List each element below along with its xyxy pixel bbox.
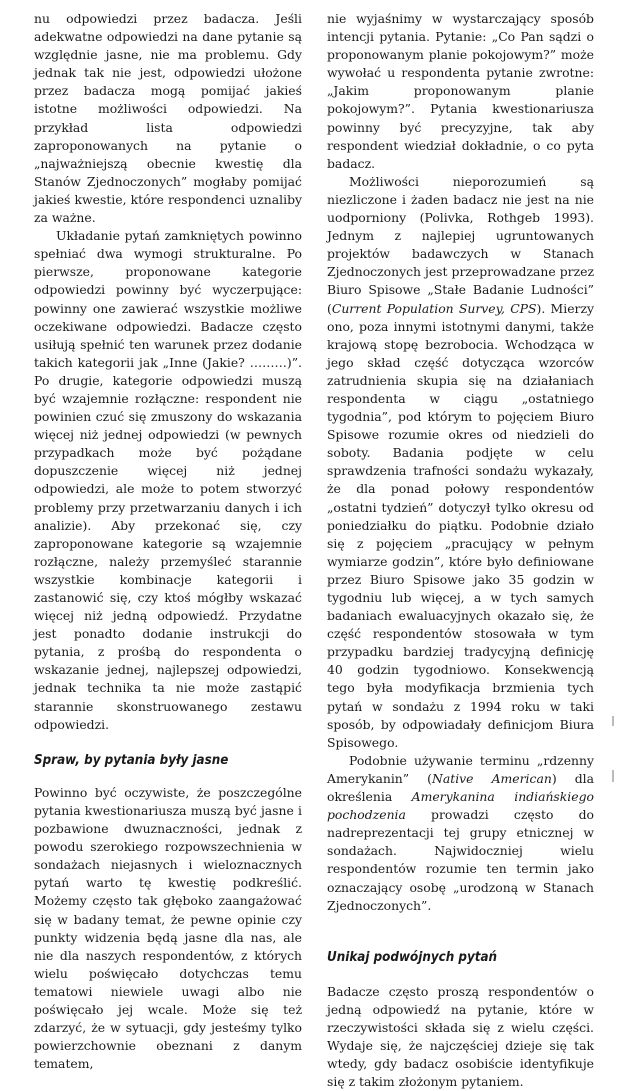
- right-paragraph-2: [327, 173, 594, 752]
- margin-mark: [612, 716, 614, 726]
- left-paragraph-3: Powinno być oczywiste, że poszczególne pytania kwestionariusza muszą być jasne i pozbawione dwuznaczności, jednak z powodu szerokiego rozpowszechnienia w sondażach niejasnych i wieloznacznych pytań warto tę kwestię podkreślić. Możemy często tak głęboko zaangażować się w badany temat, że pewne opinie czy punkty widzenia będą jasne dla nas, ale nie dla naszych respondentów, z których wielu poświęcało dotychczas temu tematowi niewiele uwagi albo nie poświęcało jej wcale. Może się też zdarzyć, że w sytuacji, gdy jesteśmy tylko powierzchownie obeznani z danym tematem,: [34, 784, 302, 1072]
- margin-mark: [612, 770, 614, 782]
- left-column: [34, 10, 302, 1073]
- left-paragraph-2: Układanie pytań zamkniętych powinno spełniać dwa wymogi strukturalne. Po pierwsze, proponowane kategorie odpowiedzi powinny być wyczerpujące: powinny one zawierać wszystkie możliwe oczekiwane odpowiedzi. Badacze często usiłują spełnić ten warunek przez dodanie takich kategorii jak „Inne (Jakie? ………)”. Po drugie, kategorie odpowiedzi muszą być wzajemnie rozłączne: respondent nie powinien czuć się zmuszony do wskazania więcej niż jednej odpowiedzi (w pewnych przypadkach może być pożądane dopuszczenie więcej niż jednej odpowiedzi, ale może to potem stworzyć problemy przy przetwarzaniu danych i ich analizie). Aby przekonać się, czy zaproponowane kategorie są wzajemnie rozłączne, należy przemyśleć starannie wszystkie kombinacje kategorii i zastanowić się, czy ktoś mógłby wskazać więcej niż jedną odpowiedź. Przydatne jest ponadto dodanie instrukcji do pytania, z prośbą do respondenta o wskazanie jednej, najlepszej odpowiedzi, jednak technika ta nie może zastąpić starannie skonstruowanego zestawu odpowiedzi.: [34, 228, 302, 732]
- right-column: [327, 10, 594, 1091]
- right-paragraph-3-b: ) dla określenia: [327, 770, 594, 805]
- right-paragraph-3-c: prowadzi często do nadreprezentacji tej grupy etnicznej w sondażach. Najwidoczniej wielu respondentów rozumie ten termin jako oznaczający osobę „urodzoną w Stanach Zjednoczonych”.: [327, 807, 594, 913]
- indian-origin-term: Amerykanina indiańskiego pochodzenia: [327, 789, 594, 823]
- right-paragraph-1: nie wyjaśnimy w wystarczający sposób intencji pytania. Pytanie: „Co Pan sądzi o proponowanym planie pokojowym?” może wywołać u respondenta pytanie zwrotne: „Jakim proponowanym planie pokojowym?”. Pytania kwestionariusza powinny być precyzyjne, tak aby respondent wiedział dokładnie, o co pyta badacz.: [327, 11, 594, 171]
- right-paragraph-2-text: Możliwości nieporozumień są niezliczone i żaden badacz nie jest na nie uodporniony (Polivka, Rothgeb 1993). Jednym z najlepiej ugruntowanych projektów badawczych w Stanach Zjednoczonych jest przeprowadzane przez Biuro Spisowe „Stałe Badanie Ludności” (: [327, 173, 594, 316]
- right-paragraph-3: [327, 752, 594, 915]
- right-paragraph-4: Badacze często proszą respondentów o jedną odpowiedź na pytanie, które w rzeczywistości składa się z wielu części. Wydaje się, że najczęściej dzieje się tak wtedy, gdy badacz osobiście identyfikuje się z takim złożonym pytaniem.: [327, 983, 594, 1090]
- right-paragraph-3-a: Podobnie używanie terminu „rdzenny Amerykanin” (: [327, 752, 594, 786]
- left-paragraph-1: nu odpowiedzi przez badacza. Jeśli adekwatne odpowiedzi na dane pytanie są względnie jasne, nie ma problemu. Gdy jednak tak nie jest, odpowiedzi ułożone przez badacza mogą pomijać jakieś istotne możliwości odpowiedzi. Na przykład lista odpowiedzi zaproponowanych na pytanie o „najważniejszą obecnie kwestię dla Stanów Zjednoczonych” mogłaby pomijać jakieś kwestie, które respondenci uznaliby za ważne.: [34, 11, 302, 226]
- right-paragraph-2-rest: ). Mierzy ono, poza innymi istotnymi danymi, także krajową stopę bezrobocia. Wchodząca w jego skład część dotycząca wzorców zatrudnienia skupia się na działaniach respondenta w ciągu „ostatniego tygodnia”, pod którym to pojęciem Biuro Spisowe rozumie okres od niedzieli do soboty. Badania podjęte w celu sprawdzenia trafności sondażu wykazały, że dla ponad połowy respondentów „ostatni tydzień” dotyczył tylko okresu od poniedziałku do piątku. Podobnie działo się z pojęciem „pracujący w pełnym wymiarze godzin”, które było definiowane przez Biuro Spisowe jako 35 godzin w tygodniu lub więcej, a w tych samych badaniach ewaluacyjnych okazało się, że część respondentów stosowała w tym przypadku bardziej tradycyjną definicję 40 godzin tygodniowo. Konsekwencją tego była modyfikacja brzmienia tych pytań w sondażu z 1994 roku w taki sposób, by odpowiadały definicjom Biura Spisowego.: [327, 300, 594, 750]
- section-heading-clear-questions: Spraw, by pytania były jasne: [34, 752, 229, 768]
- native-american-term: Native American: [432, 770, 552, 786]
- section-heading-double-questions: Unikaj podwójnych pytań: [327, 949, 498, 965]
- cps-title: Current Population Survey, CPS: [331, 300, 537, 316]
